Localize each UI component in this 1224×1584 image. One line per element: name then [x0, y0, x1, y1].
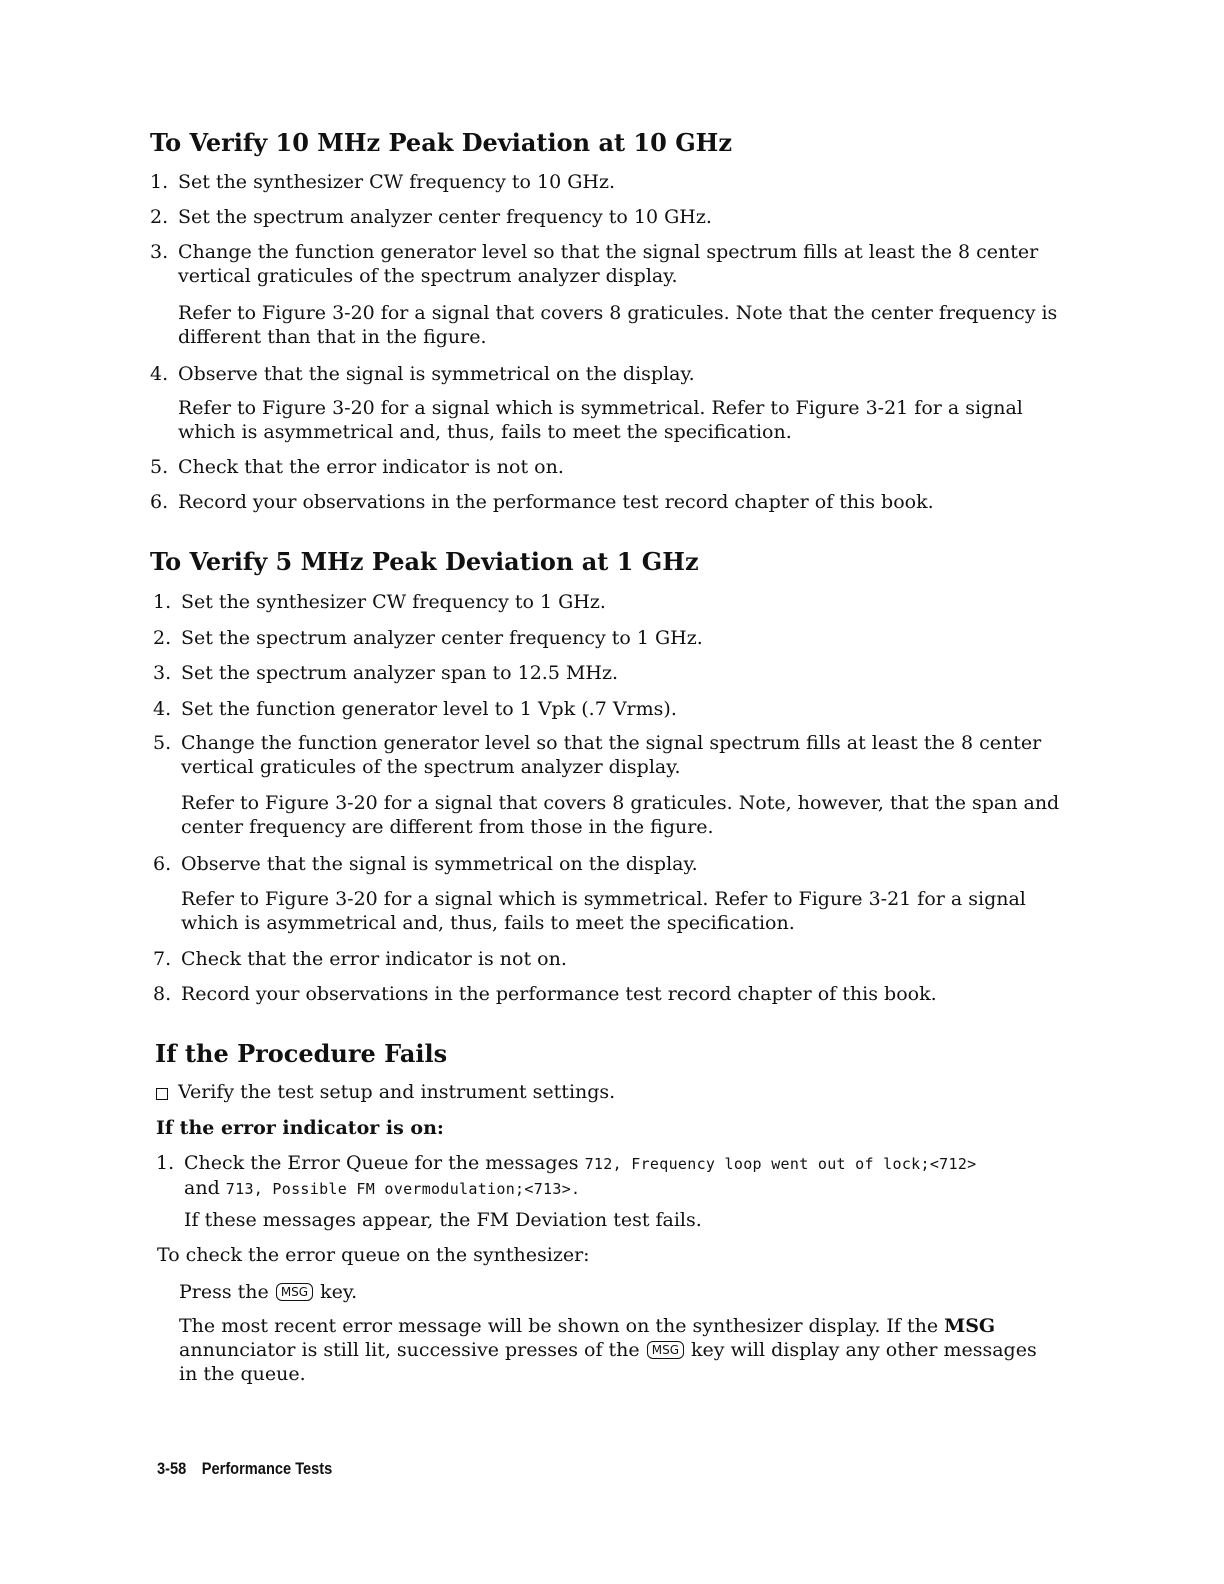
list-item: 1. Set the synthesizer CW frequency to 10 GHz.: [150, 171, 616, 193]
step3-note: Refer to Figure 3-20 for a signal that covers 8 graticules. Note that the center frequency is different than that in the figure.: [178, 302, 1058, 348]
list-item: 3. Change the function generator level so that the signal spectrum fills at least the 8 center vertical graticules of the spectrum analyzer display.: [150, 241, 1039, 287]
step6-note: Refer to Figure 3-20 for a signal which is symmetrical. Refer to Figure 3-21 for a signal which is asymmetrical and, thus, fails to meet the specification.: [181, 888, 1026, 934]
list-item: 2. Set the spectrum analyzer center frequency to 10 GHz.: [150, 206, 712, 228]
list-item: 8. Record your observations in the performance test record chapter of this book.: [153, 983, 937, 1005]
msg-key-icon: MSG: [647, 1341, 684, 1359]
recent-message-paragraph: The most recent error message will be shown on the synthesizer display. If the MSG annunciator is still lit, successive presses of the MSG key will display any other messages in the queue.: [179, 1315, 1037, 1385]
list-item: 7. Check that the error indicator is not on.: [153, 948, 567, 970]
page-number: 3-58: [157, 1459, 187, 1478]
list-item: 6. Observe that the signal is symmetrical on the display.: [153, 853, 698, 875]
section-title-procedure-fails: If the Procedure Fails: [155, 1039, 448, 1068]
error-message-713: 713, Possible FM overmodulation;<713>.: [225, 1180, 581, 1198]
section-title-10mhz: To Verify 10 MHz Peak Deviation at 10 GHz: [150, 128, 732, 157]
error-message-712: 712, Frequency loop went out of lock;<712>: [584, 1155, 977, 1173]
list-item: 4. Set the function generator level to 1 Vpk (.7 Vrms).: [153, 698, 677, 720]
page-footer: [157, 1458, 332, 1480]
step5-note: Refer to Figure 3-20 for a signal that covers 8 graticules. Note, however, that the span and center frequency are different from those in the figure.: [181, 792, 1060, 838]
chapter-name: Performance Tests: [201, 1459, 333, 1478]
error-indicator-subheading: If the error indicator is on:: [156, 1117, 444, 1139]
list-item: 6. Record your observations in the performance test record chapter of this book.: [150, 491, 934, 513]
press-msg-instruction: Press the MSG key.: [179, 1281, 358, 1303]
list-item: 1. Check the Error Queue for the messages 712, Frequency loop went out of lock;<712> and 713, Possible FM overmodulation;<713>.: [156, 1152, 977, 1199]
list-item: 1. Set the synthesizer CW frequency to 1 GHz.: [153, 591, 606, 613]
list-item: 5. Change the function generator level so that the signal spectrum fills at least the 8 center vertical graticules of the spectrum analyzer display.: [153, 732, 1042, 778]
list-item: 3. Set the spectrum analyzer span to 12.5 MHz.: [153, 662, 619, 684]
check-queue-intro: To check the error queue on the synthesizer:: [157, 1244, 590, 1266]
step1-note: If these messages appear, the FM Deviation test fails.: [184, 1209, 702, 1231]
list-item: 5. Check that the error indicator is not on.: [150, 456, 564, 478]
msg-annunciator-label: MSG: [944, 1315, 996, 1337]
msg-key-icon: MSG: [276, 1283, 313, 1301]
checkbox-icon: [156, 1088, 168, 1100]
list-item: 2. Set the spectrum analyzer center frequency to 1 GHz.: [153, 627, 703, 649]
step4-note: Refer to Figure 3-20 for a signal which is symmetrical. Refer to Figure 3-21 for a signal which is asymmetrical and, thus, fails to meet the specification.: [178, 397, 1023, 443]
checkbox-item-text: Verify the test setup and instrument settings.: [178, 1081, 616, 1103]
list-item: 4. Observe that the signal is symmetrical on the display.: [150, 363, 695, 385]
section-title-5mhz: To Verify 5 MHz Peak Deviation at 1 GHz: [150, 547, 699, 576]
